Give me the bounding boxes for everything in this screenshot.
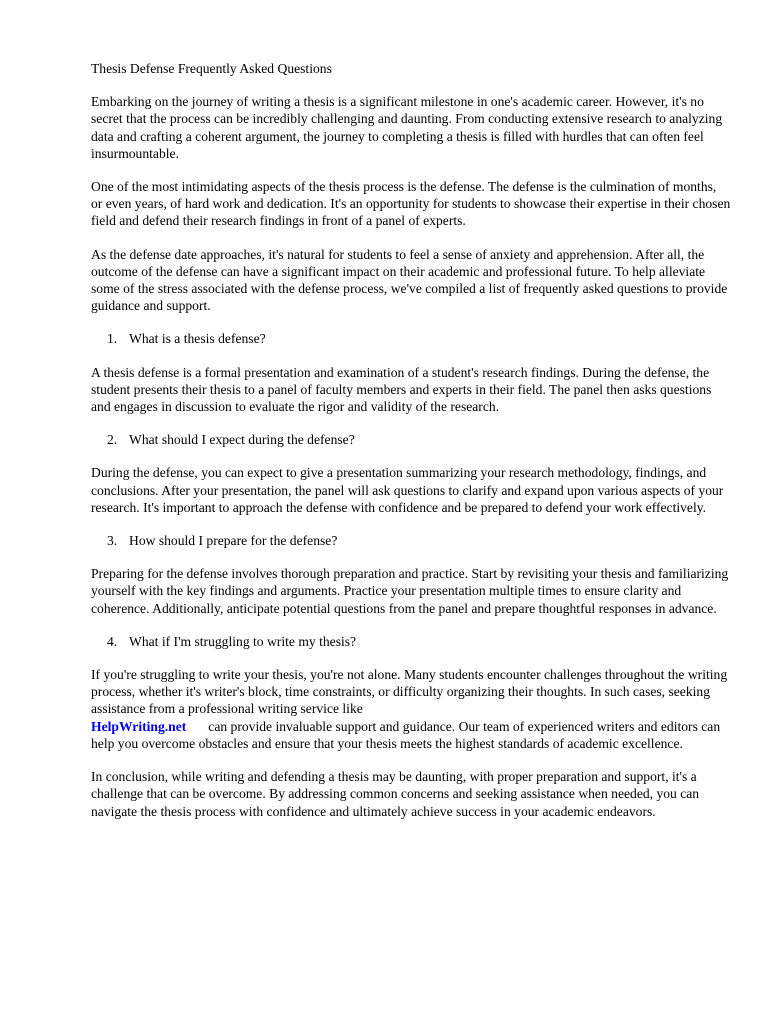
- faq-answer: During the defense, you can expect to give a presentation summarizing your research methodology, findings, and conclusions. After your presentation, the panel will ask questions to clarify and expand upon various aspects of your research. It's important to approach the defense with confidence and be prepared to defend your work effectively.: [91, 465, 724, 515]
- faq-answer: A thesis defense is a formal presentation and examination of a student's research findings. During the defense, the student presents their thesis to a panel of faculty members and experts in their field. The panel then asks questions and engages in discussion to evaluate the rigor and validity of the research.: [91, 364, 712, 415]
- faq-answer-text: If you're struggling to write your thesis, you're not alone. Many students encounter challenges throughout the writing process, whether it's writer's block, time constraints, or difficulty organizing their thoughts. In such cases, seeking assistance from a professional writing service like: [91, 667, 728, 717]
- document-page: [91, 60, 731, 836]
- intro-paragraph: Embarking on the journey of writing a thesis is a significant milestone in one's academic career. However, it's no secret that the process can be incredibly challenging and daunting. From conducting extensive research to analyzing data and crafting a coherent argument, the journey to completing a thesis is filled with hurdles that can often feel insurmountable.: [91, 94, 723, 161]
- faq-number: 1.: [107, 331, 118, 347]
- faq-question-text: How should I prepare for the defense?: [129, 533, 338, 549]
- faq-question-text: What should I expect during the defense?: [129, 432, 355, 448]
- faq-question: [91, 633, 731, 650]
- faq-question: [91, 330, 731, 347]
- faq-number: 4.: [107, 633, 118, 649]
- helpwriting-link[interactable]: HelpWriting.net: [91, 718, 187, 734]
- faq-number: 2.: [107, 432, 118, 448]
- faq-answer: [91, 666, 731, 752]
- faq-number: 3.: [107, 533, 118, 549]
- intro-paragraph: As the defense date approaches, it's natural for students to feel a sense of anxiety and apprehension. After all, the outcome of the defense can have a significant impact on their academic and professional future. To help alleviate some of the stress associated with the defense process, we've compiled a list of frequently asked questions to provide guidance and support.: [91, 246, 728, 314]
- faq-answer-text: can provide invaluable support and guidance. Our team of experienced writers and editors can help you overcome obstacles and ensure that your thesis meets the highest standards of academic excellence.: [91, 718, 721, 751]
- document-title: Thesis Defense Frequently Asked Questions: [91, 61, 332, 76]
- conclusion-paragraph: In conclusion, while writing and defending a thesis may be daunting, with proper preparation and support, it's a challenge that can be overcome. By addressing common concerns and seeking assistance when needed, you can navigate the thesis process with confidence and ultimately achieve success in your academic endeavors.: [91, 769, 700, 819]
- faq-question-text: What is a thesis defense?: [129, 331, 266, 347]
- faq-answer: Preparing for the defense involves thorough preparation and practice. Start by revisiting your thesis and familiarizing yourself with the key findings and arguments. Practice your presentation multiple times to ensure clarity and coherence. Additionally, anticipate potential questions from the panel and prepare thoughtful responses in advance.: [91, 566, 729, 616]
- intro-paragraph: One of the most intimidating aspects of the thesis process is the defense. The defense is the culmination of months, or even years, of hard work and dedication. It's an opportunity for students to showcase their expertise in their chosen field and defend their research findings in front of a panel of experts.: [91, 179, 731, 229]
- faq-question: [91, 431, 731, 448]
- faq-question-text: What if I'm struggling to write my thesis?: [129, 633, 357, 649]
- faq-question: [91, 532, 731, 549]
